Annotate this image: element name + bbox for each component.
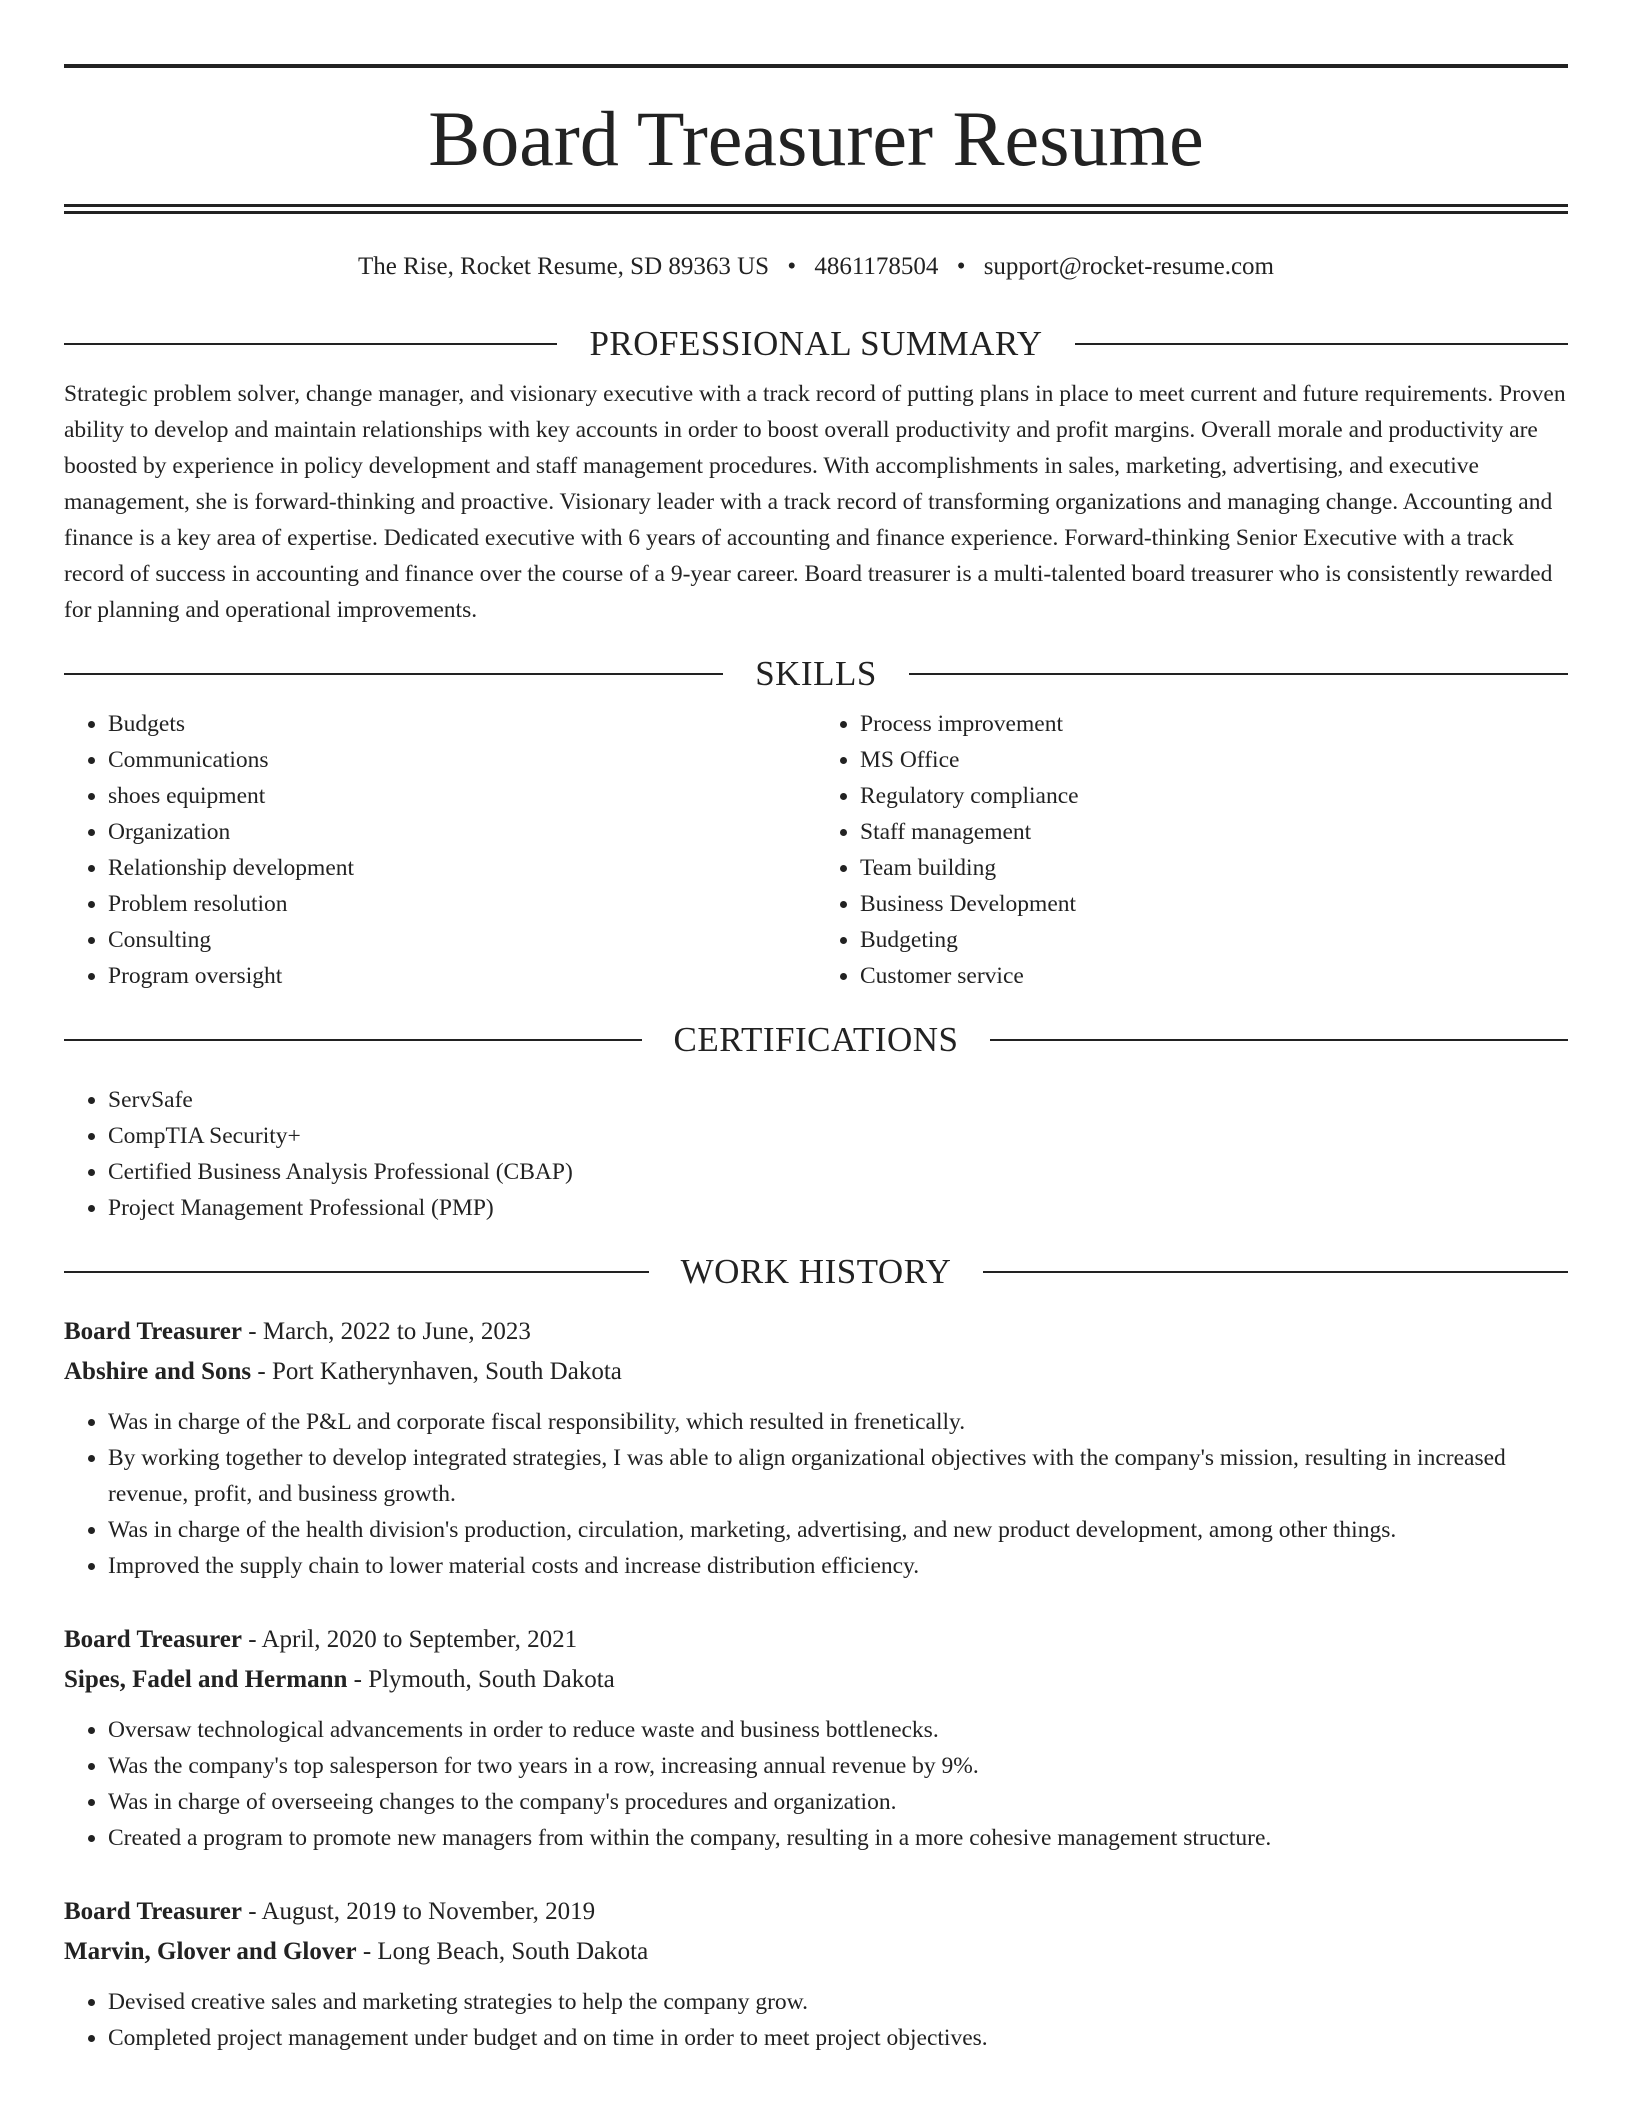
page-title: Board Treasurer Resume [428,95,1204,182]
job-bullet: • By working together to develop integrated strategies, I was able to align organizational objectives with the company's mission, resulting in increased revenue, profit, and business growth. [108,1440,1568,1512]
job-role-line [64,1312,1568,1352]
job-role: Board Treasurer [64,1318,243,1345]
skill-item: • Organization [108,814,816,850]
heading-rule [64,343,557,345]
skill-item: • Business Development [860,886,1568,922]
heading-rule [1075,343,1568,345]
contact-phone: 4861178504 [814,253,939,280]
certification-item: • Project Management Professional (PMP) [108,1190,1568,1226]
job-bullets [64,1404,1568,1584]
job-bullet: • Was in charge of the P&L and corporate fiscal responsibility, which resulted in frenetically. [108,1404,1568,1440]
skill-item: • Consulting [108,922,816,958]
summary-heading-label: PROFESSIONAL SUMMARY [589,324,1043,363]
job-company-line [64,1932,1568,1972]
skill-item: • Budgeting [860,922,1568,958]
job-location: - Plymouth, South Dakota [347,1666,615,1693]
job-bullet: • Devised creative sales and marketing strategies to help the company grow. [108,1984,1568,2020]
job-bullet: • Was in charge of the health division's production, circulation, marketing, advertising, and new product development, among other things. [108,1512,1568,1548]
skill-item: • Problem resolution [108,886,816,922]
job-bullet: • Improved the supply chain to lower material costs and increase distribution efficiency. [108,1548,1568,1584]
certification-item: • Certified Business Analysis Professional (CBAP) [108,1154,1568,1190]
title-double-rule [64,204,1568,214]
job-entry [64,1620,1568,1856]
contact-address: The Rise, Rocket Resume, SD 89363 US [358,253,770,280]
work-history-section-heading [64,1250,1568,1294]
skill-item: • Budgets [108,706,816,742]
contact-separator: • [956,253,966,280]
contact-line [64,251,1568,283]
job-role: Board Treasurer [64,1626,243,1653]
skill-item: • Staff management [860,814,1568,850]
job-entry [64,1892,1568,2056]
contact-email: support@rocket-resume.com [983,253,1274,280]
job-company-line [64,1660,1568,1700]
skill-item: • Team building [860,850,1568,886]
skills-section-heading [64,652,1568,696]
heading-rule [64,1271,649,1273]
job-dates: - August, 2019 to November, 2019 [242,1898,596,1925]
job-company-line [64,1352,1568,1392]
job-location: - Long Beach, South Dakota [356,1938,649,1965]
job-bullets [64,1712,1568,1856]
job-bullet: • Created a program to promote new managers from within the company, resulting in a more cohesive management structure. [108,1820,1568,1856]
heading-rule [983,1271,1568,1273]
job-company: Marvin, Glover and Glover [64,1938,357,1965]
skills-list-right [816,706,1568,994]
certifications-heading-label: CERTIFICATIONS [673,1020,959,1059]
job-bullet: • Oversaw technological advancements in order to reduce waste and business bottlenecks. [108,1712,1568,1748]
heading-rule [909,673,1568,675]
top-rule [64,64,1568,68]
job-role-line [64,1892,1568,1932]
job-role: Board Treasurer [64,1898,243,1925]
heading-rule [64,1039,642,1041]
work-history-list [64,1312,1568,2056]
job-bullet: • Completed project management under budget and on time in order to meet project objectives. [108,2020,1568,2056]
job-entry [64,1312,1568,1584]
heading-rule [990,1039,1568,1041]
work-history-heading-label: WORK HISTORY [680,1252,952,1291]
skills-list-left [64,706,816,994]
job-dates: - April, 2020 to September, 2021 [242,1626,578,1653]
skill-item: • Customer service [860,958,1568,994]
resume-page [64,0,1568,2056]
job-location: - Port Katherynhaven, South Dakota [251,1358,622,1385]
skills-heading-label: SKILLS [755,654,877,693]
certifications-section-heading [64,1018,1568,1062]
job-company: Abshire and Sons [64,1358,252,1385]
contact-separator: • [787,253,797,280]
summary-section-heading [64,322,1568,366]
skill-item: • Communications [108,742,816,778]
skill-item: • Program oversight [108,958,816,994]
skill-item: • MS Office [860,742,1568,778]
job-bullet: • Was in charge of overseeing changes to the company's procedures and organization. [108,1784,1568,1820]
job-bullets [64,1984,1568,2056]
skill-item: • Process improvement [860,706,1568,742]
certification-item: • CompTIA Security+ [108,1118,1568,1154]
job-bullet: • Was the company's top salesperson for two years in a row, increasing annual revenue by 9%. [108,1748,1568,1784]
certifications-list [64,1082,1568,1226]
skill-item: • Relationship development [108,850,816,886]
skill-item: • Regulatory compliance [860,778,1568,814]
skill-item: • shoes equipment [108,778,816,814]
summary-text: Strategic problem solver, change manager, and visionary executive with a track record of putting plans in place to meet current and future requirements. Proven ability to develop and maintain relationships with key accounts in order to boost overall productivity and profit margins. Overall morale and productivity are boosted by experience in policy development and staff management procedures. With accomplishments in sales, marketing, advertising, and executive management, she is forward-thinking and proactive. Visionary leader with a track record of transforming organizations and managing change. Accounting and finance is a key area of expertise. Dedicated executive with 6 years of accounting and finance experience. Forward-thinking Senior Executive with a track record of success in accounting and finance over the course of a 9-year career. Board treasurer is a multi-talented board treasurer who is consistently rewarded for planning and operational improvements. [64,381,1566,623]
certification-item: • ServSafe [108,1082,1568,1118]
job-role-line [64,1620,1568,1660]
skills-columns [64,706,1568,994]
heading-rule [64,673,723,675]
job-company: Sipes, Fadel and Hermann [64,1666,348,1693]
job-dates: - March, 2022 to June, 2023 [242,1318,531,1345]
